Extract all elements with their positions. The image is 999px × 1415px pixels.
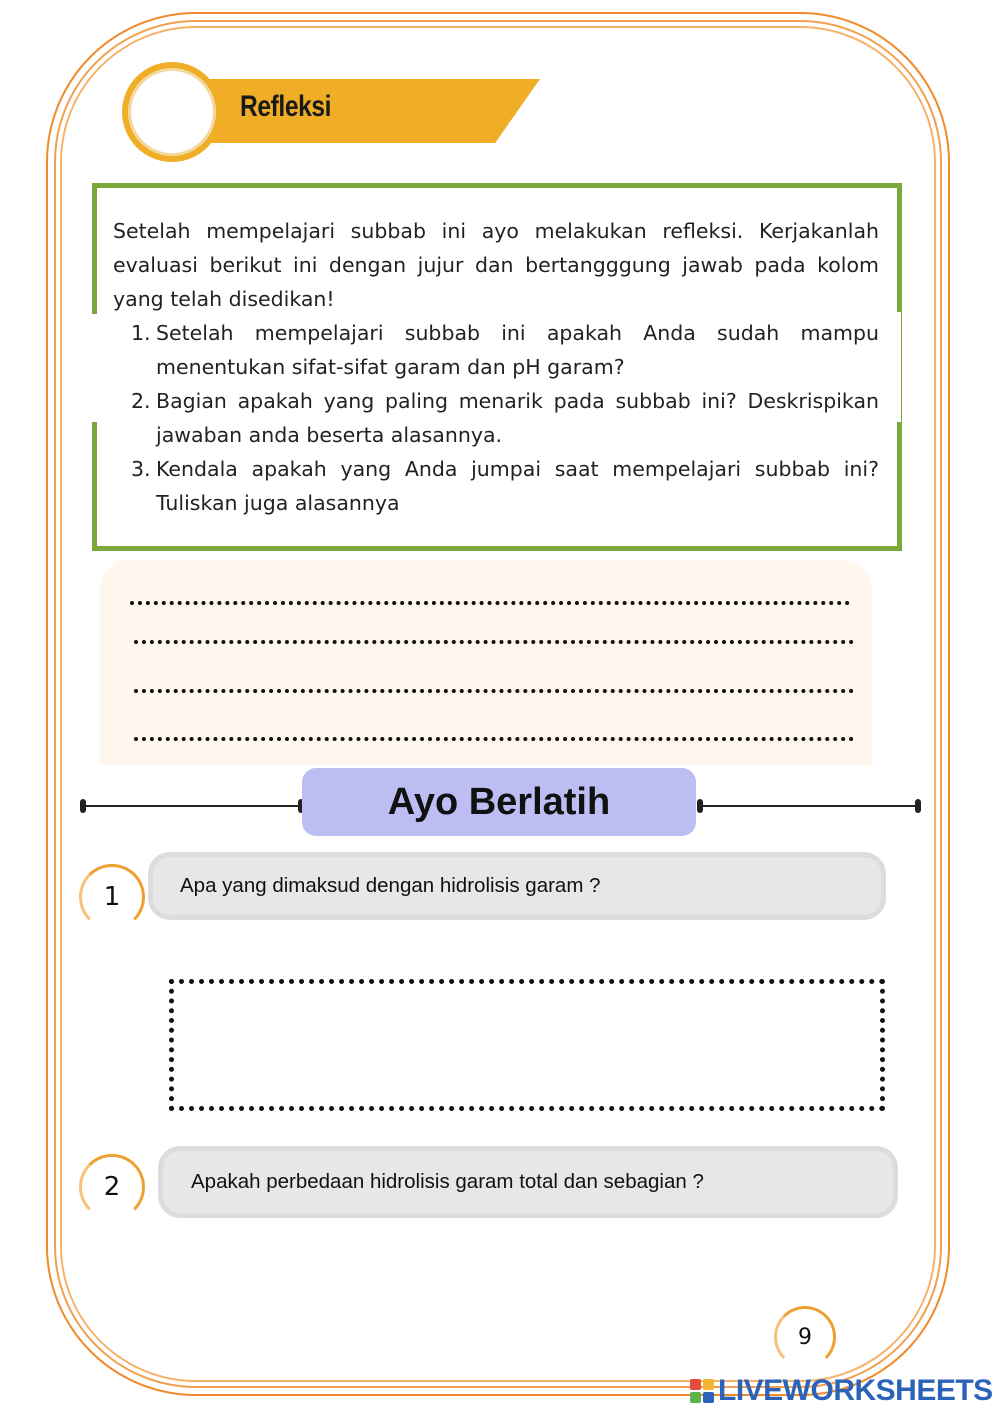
question-number-badge: [79, 1154, 145, 1220]
question-number: 2: [103, 1172, 121, 1202]
divider-right: [697, 805, 919, 807]
answer-line-1[interactable]: [130, 601, 850, 605]
answer-line-4[interactable]: [134, 737, 854, 741]
reflection-item: [113, 316, 879, 384]
reflection-item: [113, 384, 879, 452]
question-box: [148, 852, 886, 920]
reflection-list: [113, 316, 879, 520]
answer-line-3[interactable]: [134, 689, 854, 693]
page-number: 9: [798, 1324, 812, 1350]
reflection-intro: Setelah mempelajari subbab ini ayo melakukan refleksi. Kerjakanlah evaluasi berikut ini dengan jujur dan bertangggung jawab pada kolom yang telah disedikan!: [113, 219, 879, 311]
reflection-item-text: Setelah mempelajari subbab ini apakah Anda sudah mampu menentukan sifat-sifat garam dan pH garam?: [156, 321, 879, 379]
section-title: Refleksi: [240, 90, 332, 123]
reflection-item: [113, 452, 879, 520]
divider-tick: [915, 799, 921, 813]
reflection-item-number: 1.: [131, 321, 151, 345]
practice-heading-pill: [302, 768, 696, 836]
question-text: Apakah perbedaan hidrolisis garam total dan sebagian ?: [191, 1170, 704, 1193]
answer-line-2[interactable]: [134, 640, 854, 644]
watermark-text: LIVEWORKSHEETS: [718, 1374, 993, 1407]
watermark: [690, 1374, 993, 1408]
divider-tick: [697, 799, 703, 813]
reflection-item-text: Kendala apakah yang Anda jumpai saat mempelajari subbab ini? Tuliskan juga alasannya: [156, 457, 879, 515]
title-circle-ornament: [122, 62, 222, 162]
answer-box-question-1[interactable]: [169, 979, 885, 1111]
question-text: Apa yang dimaksud dengan hidrolisis garam ?: [180, 874, 601, 897]
reflection-item-number: 2.: [131, 389, 151, 413]
question-number: 1: [103, 882, 121, 912]
divider-tick: [80, 799, 86, 813]
reflection-box-gap-left: [88, 314, 102, 422]
reflection-item-text: Bagian apakah yang paling menarik pada subbab ini? Deskrispikan jawaban anda beserta alasannya.: [156, 389, 879, 447]
divider-left: [82, 805, 304, 807]
practice-heading: Ayo Berlatih: [387, 780, 611, 823]
liveworksheets-logo-icon: [690, 1379, 714, 1403]
reflection-item-number: 3.: [131, 457, 151, 481]
reflection-answer-area[interactable]: [100, 560, 872, 765]
reflection-box-gap-right: [887, 312, 901, 422]
question-number-badge: [79, 864, 145, 930]
page-number-badge: [774, 1306, 836, 1368]
question-box: [158, 1146, 898, 1218]
reflection-content: [113, 214, 879, 520]
